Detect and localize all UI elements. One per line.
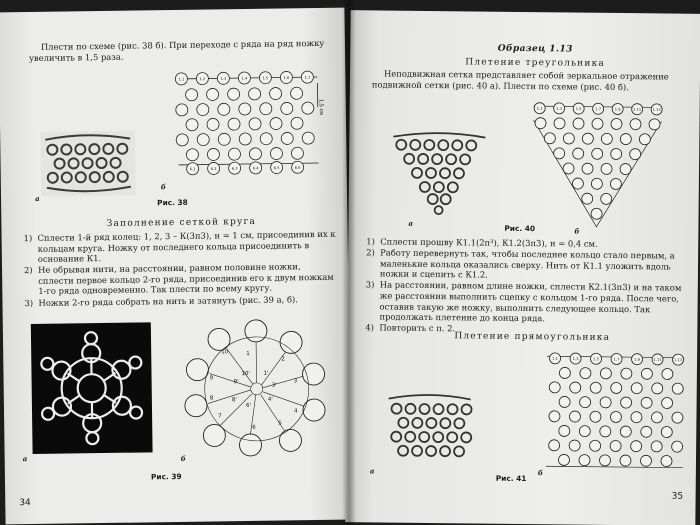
net-ring — [640, 455, 651, 466]
net-ring — [641, 397, 652, 408]
svg-text:8: 8 — [209, 395, 214, 402]
ring-label: 1.1 — [552, 356, 558, 361]
net-ring — [652, 383, 663, 394]
net-ring — [601, 193, 612, 204]
net-ring — [590, 382, 601, 393]
net-ring — [302, 102, 314, 114]
net-ring — [558, 454, 569, 465]
net-ring — [186, 149, 198, 161]
net-ring — [207, 118, 219, 130]
svg-text:4': 4' — [267, 396, 273, 403]
net-ring — [582, 133, 593, 144]
net-ring — [651, 412, 662, 423]
net-ring — [672, 383, 683, 394]
ring-label: 6.4 — [252, 166, 259, 171]
svg-text:1': 1' — [263, 370, 269, 377]
net-ring — [573, 148, 584, 159]
net-ring — [580, 368, 591, 379]
net-ring — [600, 397, 611, 408]
svg-text:4: 4 — [293, 408, 298, 415]
net-ring — [592, 118, 603, 129]
ring-label: 1.1 — [536, 106, 543, 111]
net-ring — [621, 397, 632, 408]
net-ring — [207, 88, 219, 100]
net-ring — [572, 178, 583, 189]
svg-text:9': 9' — [233, 379, 239, 386]
net-ring — [591, 208, 602, 219]
net-ring — [672, 441, 683, 452]
net-ring — [260, 103, 272, 115]
svg-text:3: 3 — [293, 378, 298, 385]
net-ring — [207, 148, 219, 160]
net-ring — [579, 455, 590, 466]
fig38-label-a: а — [34, 193, 40, 203]
net-ring — [218, 133, 230, 145]
net-ring — [620, 134, 631, 145]
net-ring — [291, 147, 303, 159]
net-ring — [270, 147, 282, 159]
net-ring — [249, 118, 261, 130]
svg-text:8': 8' — [231, 397, 237, 404]
fig38-net-diagram — [167, 63, 329, 185]
net-ring — [649, 119, 660, 130]
ring-label: 6.6 — [294, 165, 301, 170]
triangle-steps-list — [365, 236, 684, 337]
net-ring — [239, 103, 251, 115]
ring-label: 1.4 — [241, 76, 248, 81]
ring-label: 6.3 — [231, 166, 238, 171]
fig40-label-b: б — [574, 226, 580, 236]
section-title-circle: Заполнение сеткой круга — [106, 216, 257, 229]
fig38-lace-photo — [40, 131, 136, 197]
step-item: 3) Ножки 2-го ряда собрать на нить и затянуть (рис. 39 а, б). — [24, 293, 298, 308]
ring-label: 1.6 — [283, 75, 290, 80]
ring-label: 1.7 — [304, 75, 311, 80]
net-ring — [600, 368, 611, 379]
triangle-intro: Неподвижная сетка представляет собой зеркальное отражение подвижной сетки (рис. 40 а). Плести по схеме (рис. 40 б). — [371, 68, 669, 92]
net-ring — [291, 87, 303, 99]
fig41-rectangle-diagram — [542, 348, 688, 474]
fig39-doily-photo — [31, 322, 153, 454]
net-ring — [631, 441, 642, 452]
svg-text:7: 7 — [218, 413, 222, 420]
net-ring — [218, 103, 230, 115]
net-ring — [579, 426, 590, 437]
ring-label: 1.5 — [593, 357, 599, 362]
net-ring — [559, 367, 570, 378]
step-item: 2) Не обрывая нити, на расстоянии, равном половине ножки, сплести первое кольцо 2-го ряда, присоединив его к двум ножкам 1-го ряда одновременно. Так плести по всему кругу. — [23, 261, 334, 297]
net-ring — [569, 440, 580, 451]
net-ring — [559, 425, 570, 436]
net-ring — [631, 412, 642, 423]
fig38-label-b: б — [160, 182, 167, 192]
ring-label: 1.3 — [220, 76, 227, 81]
svg-text:3': 3' — [271, 382, 277, 389]
net-ring — [197, 104, 209, 116]
net-ring — [592, 148, 603, 159]
fig40-triangle-diagram — [526, 98, 667, 229]
ring-label: 1.1 — [178, 77, 185, 82]
ring-label: 1.7 — [595, 107, 602, 112]
net-ring — [563, 133, 574, 144]
net-ring — [270, 117, 282, 129]
sample-title: Образец 1.13 — [497, 43, 573, 55]
ring-label: 1.13 — [674, 358, 683, 363]
net-ring — [611, 118, 622, 129]
ring-label: 1.7 — [613, 357, 620, 362]
net-ring — [591, 178, 602, 189]
net-ring — [621, 368, 632, 379]
net-ring — [535, 118, 546, 129]
page-number-right: 35 — [671, 491, 684, 502]
fig40-caption: Рис. 40 — [504, 223, 536, 234]
net-ring — [641, 426, 652, 437]
ring-label: 6.5 — [273, 166, 280, 171]
svg-text:10: 10 — [221, 349, 229, 356]
net-ring — [630, 119, 641, 130]
net-ring — [630, 149, 641, 160]
fig41-label-b: б — [537, 468, 543, 478]
net-ring — [249, 88, 261, 100]
net-ring — [197, 134, 209, 146]
net-ring — [559, 396, 570, 407]
net-ring — [610, 411, 621, 422]
fig41-rectangle-photo — [384, 389, 475, 470]
fig39-circle-diagram — [181, 316, 333, 458]
ring-label: 1.11 — [633, 107, 642, 112]
net-ring — [249, 148, 261, 160]
svg-text:9: 9 — [209, 375, 214, 382]
ring-label: 1.9 — [634, 357, 640, 362]
net-ring — [186, 89, 198, 101]
net-ring — [302, 132, 314, 144]
net-ring — [270, 87, 282, 99]
net-ring — [651, 441, 662, 452]
svg-text:2: 2 — [281, 356, 285, 363]
net-ring — [601, 163, 612, 174]
step-item: 3) На расстоянии, равном длине ножки, сплести К2.1(3п3) и на таком же расстоянии выполнить сцепку с кольцом 1-го ряда. После чего, оставив такую же ножку, выполнить следующее кольцо. Так продолжать плетение до конца ряда. — [365, 279, 682, 324]
net-ring — [661, 455, 672, 466]
svg-text:6: 6 — [252, 424, 256, 431]
net-ring — [582, 163, 593, 174]
fig39-caption: Рис. 39 — [150, 471, 182, 482]
net-ring — [554, 118, 565, 129]
right-page — [345, 10, 700, 525]
net-ring — [599, 455, 610, 466]
net-ring — [590, 440, 601, 451]
net-ring — [176, 134, 188, 146]
fig40-triangle-photo — [389, 125, 490, 218]
net-ring — [573, 118, 584, 129]
fig40-label-a: а — [408, 218, 414, 228]
net-ring — [672, 412, 683, 423]
net-ring — [620, 455, 631, 466]
net-ring — [620, 164, 631, 175]
net-ring — [611, 148, 622, 159]
net-ring — [611, 382, 622, 393]
net-ring — [569, 411, 580, 422]
circle-steps-list — [24, 229, 337, 309]
net-ring — [610, 178, 621, 189]
net-ring — [281, 102, 293, 114]
net-ring — [228, 88, 240, 100]
net-ring — [549, 411, 560, 422]
net-ring — [228, 148, 240, 160]
ring-label: 1.5 — [262, 76, 269, 81]
svg-text:10': 10' — [241, 370, 251, 378]
net-ring — [610, 440, 621, 451]
net-ring — [176, 104, 188, 116]
fig39-label-b: б — [180, 453, 186, 463]
net-ring — [661, 426, 672, 437]
fig38-dimension: 1,5 см — [317, 98, 324, 116]
net-ring — [549, 440, 560, 451]
intro-paragraph: Плести по схеме (рис. 38 б). При переходе с ряда на ряд ножку увеличить в 1,5 раза. — [29, 37, 325, 63]
step-item: 1) Сплести прошву К1.1(2п³), К1.2(3п3), н = 0,4 см. — [366, 236, 598, 249]
step-item: 2) Работу перевернуть так, чтобы последнее кольцо стало первым, а маленькие кольца оказались сверху. Нить от К1.1 уложить вдоль ножки и сцепить с К1.2. — [366, 247, 675, 280]
net-ring — [281, 132, 293, 144]
page-number-left: 34 — [19, 498, 31, 509]
net-ring — [549, 382, 560, 393]
net-ring — [639, 134, 650, 145]
svg-text:5: 5 — [278, 420, 282, 427]
ring-label: 6.2 — [210, 166, 217, 171]
fig41-label-a: а — [369, 466, 375, 476]
ring-label: 1.13 — [652, 107, 661, 112]
net-ring — [570, 382, 581, 393]
net-ring — [631, 383, 642, 394]
net-ring — [228, 118, 240, 130]
net-ring — [662, 397, 673, 408]
section-title-rectangle: Плетение прямоугольника — [454, 331, 611, 343]
section-title-triangle: Плетение треугольника — [465, 57, 606, 69]
net-ring — [600, 426, 611, 437]
step-item: 4) Повторить с п. 2. — [365, 322, 456, 334]
net-ring — [601, 133, 612, 144]
net-ring — [582, 193, 593, 204]
ring-label: 1.5 — [575, 107, 582, 112]
ring-label: 6.1 — [189, 167, 196, 172]
fig39-label-a: а — [22, 454, 28, 464]
fig38-caption: Рис. 38 — [157, 197, 188, 208]
net-ring — [620, 426, 631, 437]
net-ring — [544, 133, 555, 144]
ring-label: 1.3 — [556, 106, 563, 111]
net-ring — [662, 368, 673, 379]
net-ring — [580, 397, 591, 408]
book-gutter — [342, 0, 356, 525]
svg-text:6': 6' — [245, 402, 252, 410]
ring-label: 1.3 — [572, 357, 579, 362]
net-ring — [563, 163, 574, 174]
net-ring — [291, 117, 303, 129]
net-ring — [239, 133, 251, 145]
ring-label: 1.9 — [614, 107, 621, 112]
fig41-caption: Рис. 41 — [495, 473, 527, 484]
ring-label: 1.2 — [199, 77, 206, 82]
net-ring — [186, 119, 198, 131]
step-item: 1) Сплести 1-й ряд колец: 1, 2, 3 – К(3п3), н = 1 см, присоединив их к кольцам круга. Ножку от последнего кольца присоединить в основание К1. — [23, 228, 336, 265]
net-ring — [590, 411, 601, 422]
net-ring — [554, 148, 565, 159]
left-page — [0, 8, 352, 525]
ring-label: 1.11 — [653, 357, 662, 362]
net-ring — [641, 368, 652, 379]
svg-text:1: 1 — [246, 350, 250, 358]
net-ring — [260, 133, 272, 145]
